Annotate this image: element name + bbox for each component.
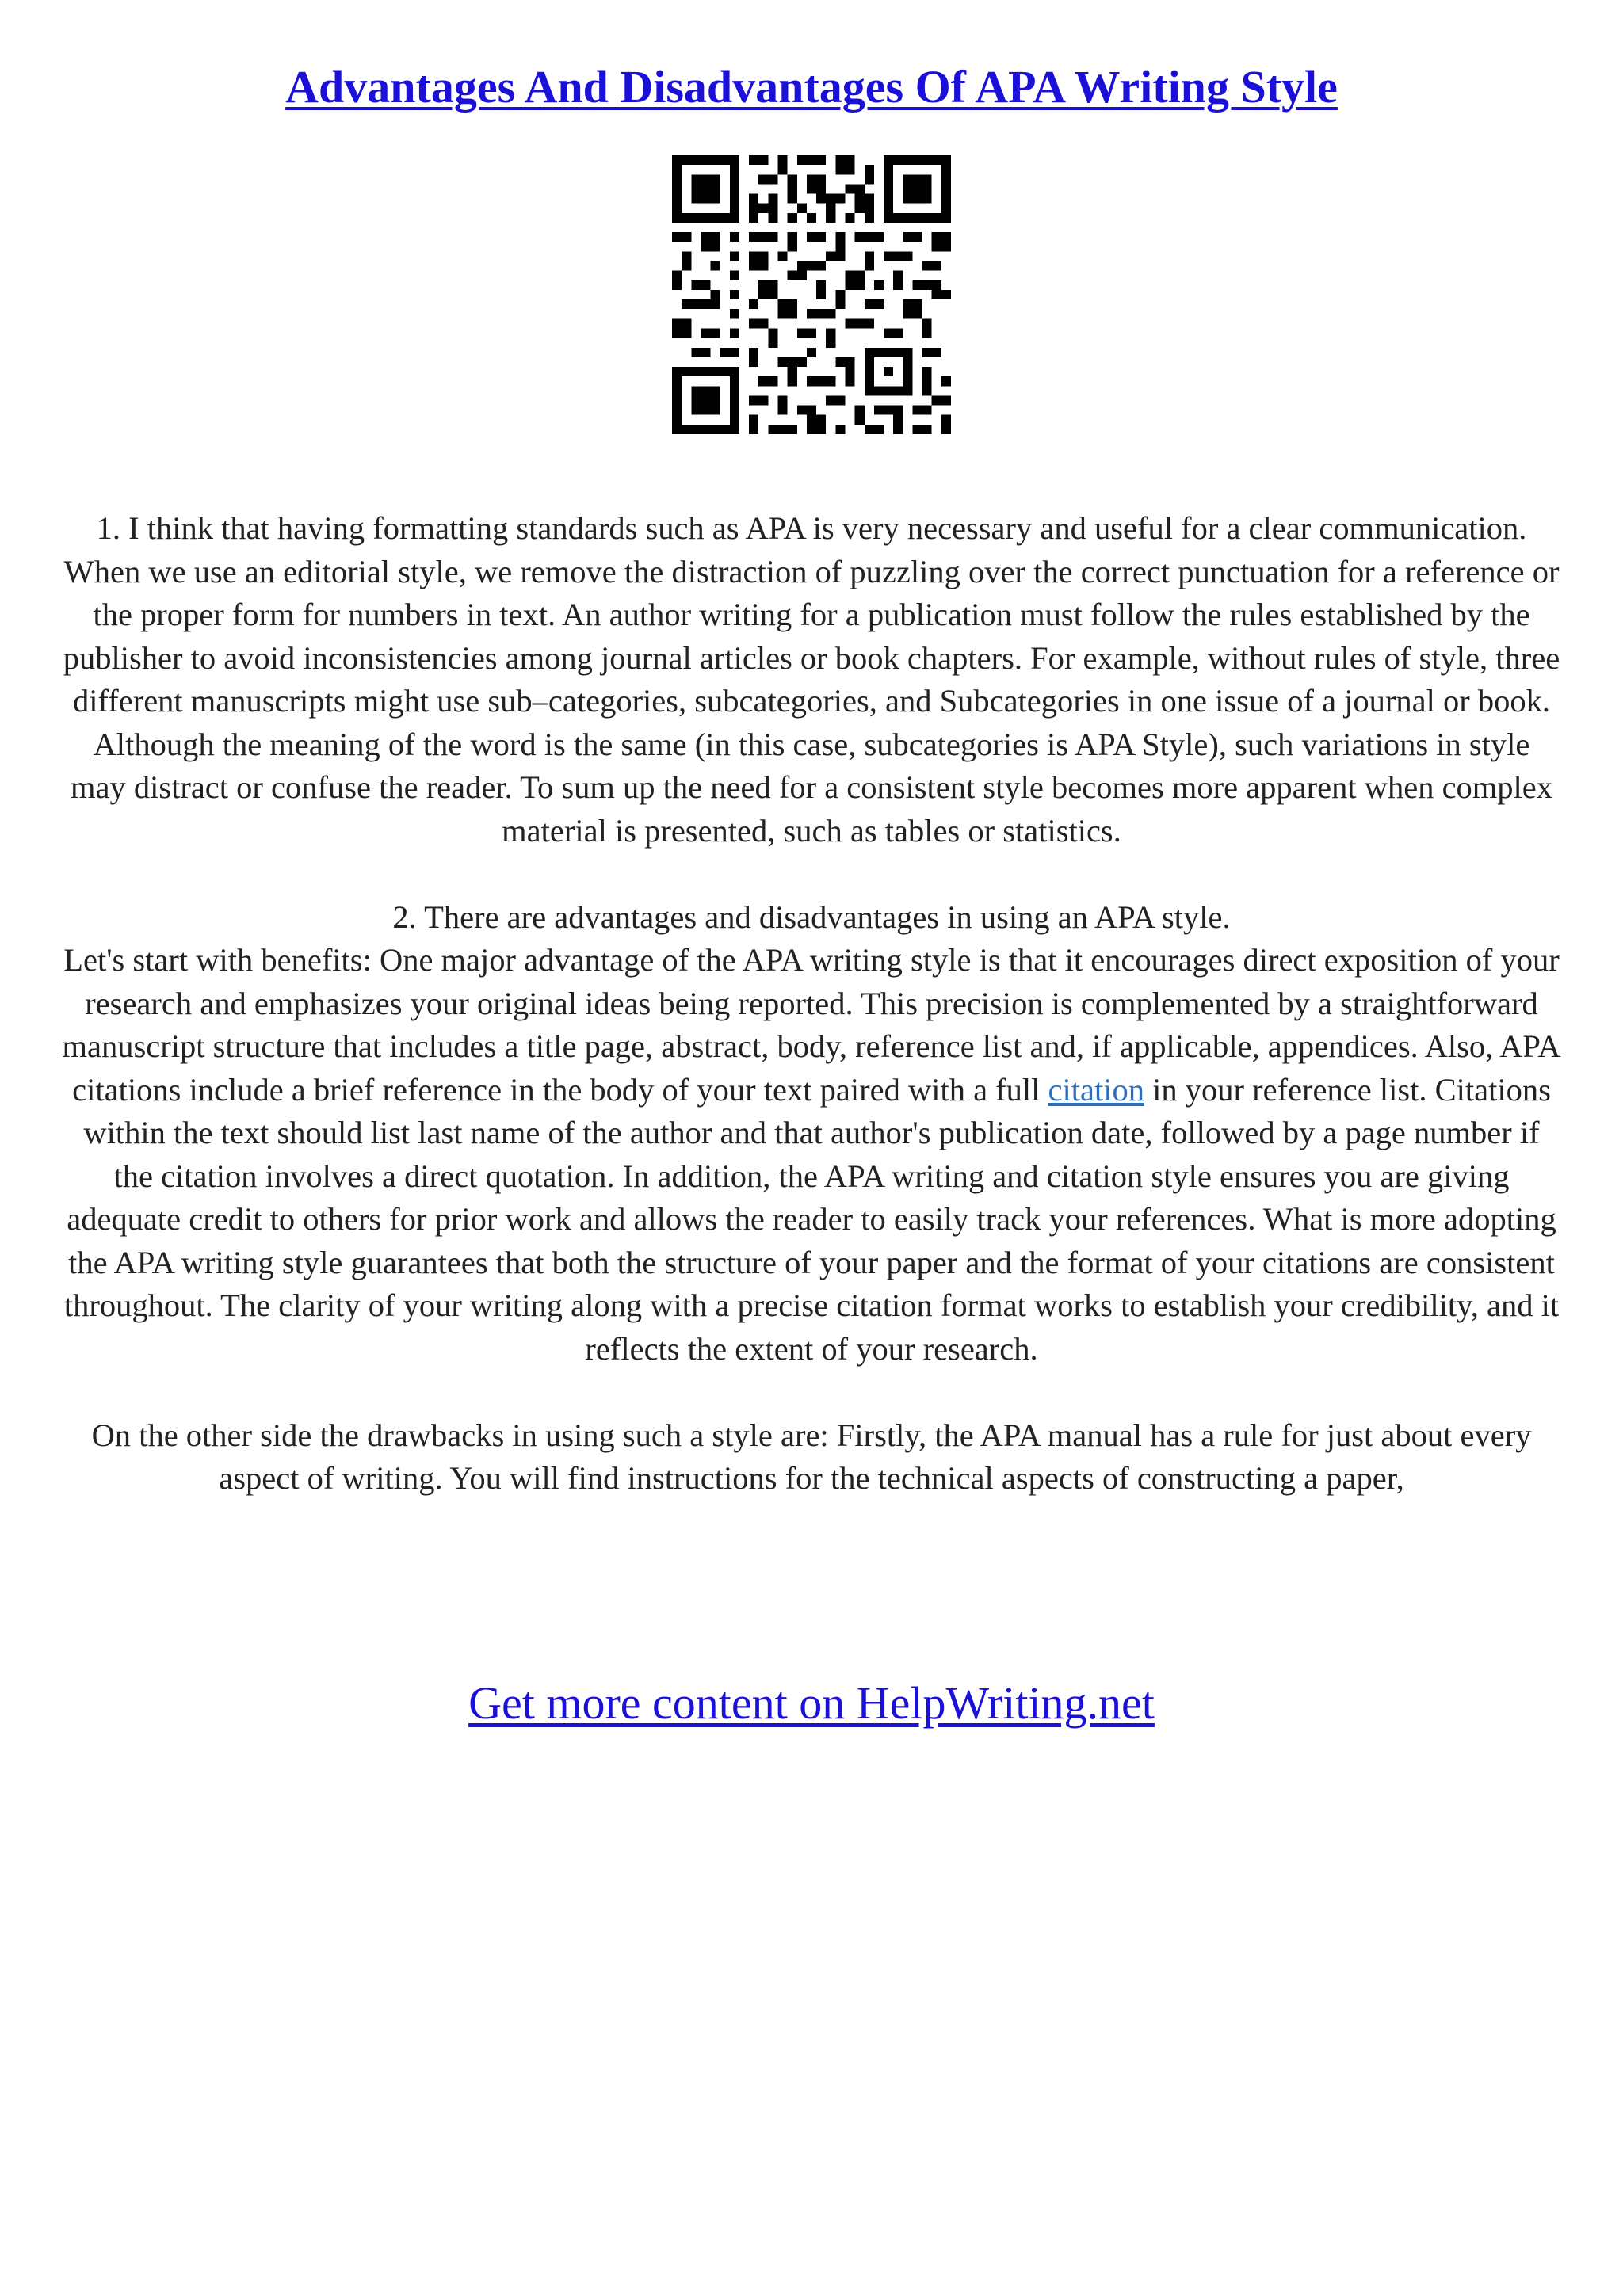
- title-link[interactable]: Advantages And Disadvantages Of APA Writing Style: [285, 61, 1338, 113]
- article-body: [62, 507, 1561, 1501]
- paragraph-3: On the other side the drawbacks in using such a style are: Firstly, the APA manual has a rule for just about every aspect of writing. You will find instructions for the technical aspects of constructing a paper,: [91, 1417, 1532, 1496]
- qr-code-icon: [672, 155, 951, 434]
- paragraph-spacer: [62, 852, 1561, 896]
- helpwriting-link[interactable]: Get more content on HelpWriting.net: [468, 1677, 1155, 1729]
- paragraph-spacer: [62, 1371, 1561, 1414]
- document-title: [0, 57, 1623, 117]
- paragraph-2-heading: 2. There are advantages and disadvantages in using an APA style.: [392, 898, 1231, 935]
- footer: [0, 1673, 1623, 1733]
- paragraph-2-before-link: Let's start with benefits: One major advantage of the APA writing style is that it encourages direct exposition of your research and emphasizes your original ideas being reported. This precision is complemented by a straightforward manuscript structure that includes a title page, abstract, body, reference list and, if applicable, appendices. Also, APA citations include a brief reference in the body of your text paired with a full: [62, 942, 1561, 1108]
- paragraph-2-after-link: in your reference list. Citations within the text should list last name of the author and that author's publication date, followed by a page number if the citation involves a direct quotation. In addition, the APA writing and citation style ensures you are giving adequate credit to others for prior work and allows the reader to easily track your references. What is more adopting the APA writing style guarantees that both the structure of your paper and the format of your citations are consistent throughout. The clarity of your writing along with a precise citation format works to establish your credibility, and it reflects the extent of your research.: [63, 1071, 1560, 1367]
- paragraph-2: [62, 939, 1561, 1371]
- citation-link[interactable]: citation: [1048, 1071, 1145, 1108]
- paragraph-1: 1. I think that having formatting standards such as APA is very necessary and useful for a clear communication. When we use an editorial style, we remove the distraction of puzzling over the correct punctuation for a reference or the proper form for numbers in text. An author writing for a publication must follow the rules established by the publisher to avoid inconsistencies among journal articles or book chapters. For example, without rules of style, three different manuscripts might use sub–categories, subcategories, and Subcategories in one issue of a journal or book. Although the meaning of the word is the same (in this case, subcategories is APA Style), such variations in style may distract or confuse the reader. To sum up the need for a consistent style becomes more apparent when complex material is presented, such as tables or statistics.: [63, 510, 1560, 849]
